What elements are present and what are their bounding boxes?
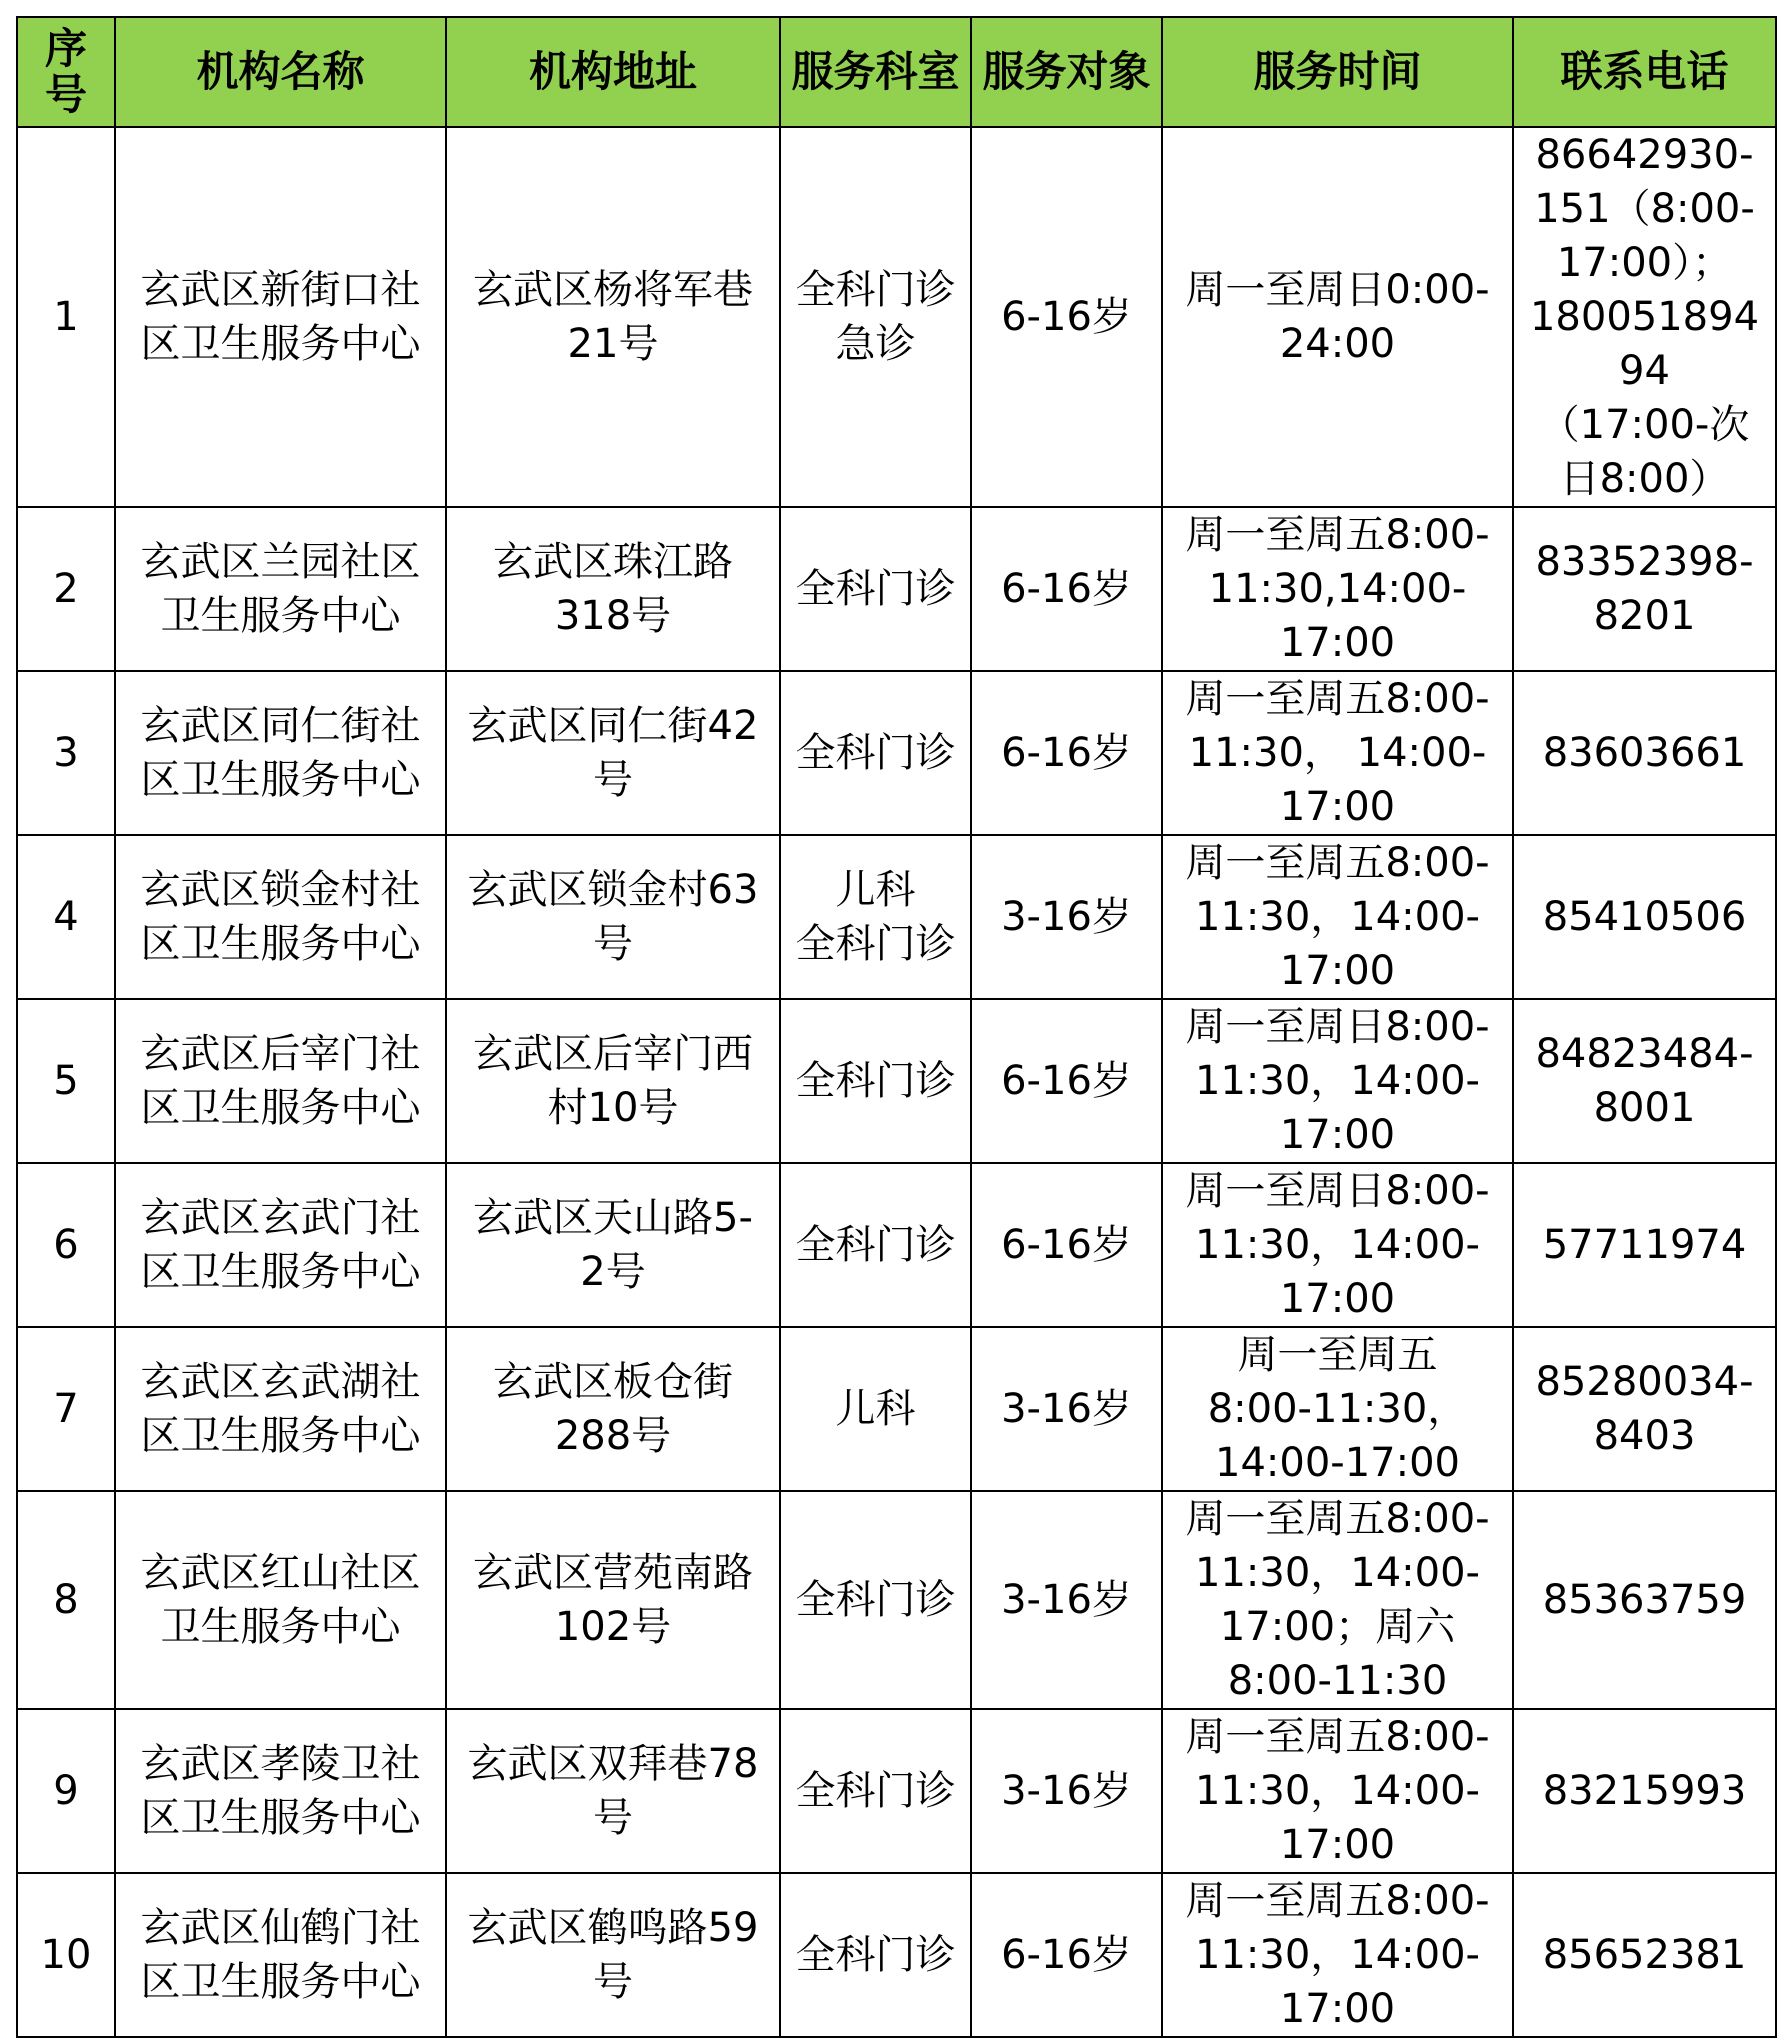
table-row <box>17 127 1776 507</box>
cell-dept: 儿科 <box>780 1327 971 1491</box>
cell-time: 周一至周五8:00- 11:30,14:00- 17:00 <box>1162 507 1513 671</box>
cell-no: 9 <box>17 1709 115 1873</box>
cell-address: 玄武区双拜巷78 号 <box>446 1709 780 1873</box>
cell-address: 玄武区营苑南路 102号 <box>446 1491 780 1709</box>
cell-no: 3 <box>17 671 115 835</box>
cell-phone: 85363759 <box>1513 1491 1776 1709</box>
cell-time: 周一至周日0:00- 24:00 <box>1162 127 1513 507</box>
cell-target: 3-16岁 <box>971 1327 1162 1491</box>
cell-phone: 83603661 <box>1513 671 1776 835</box>
cell-time: 周一至周日8:00- 11:30，14:00- 17:00 <box>1162 999 1513 1163</box>
table-row <box>17 1163 1776 1327</box>
cell-address: 玄武区鹤鸣路59 号 <box>446 1873 780 2037</box>
cell-time: 周一至周五8:00- 11:30，14:00- 17:00 <box>1162 1873 1513 2037</box>
cell-dept: 全科门诊 <box>780 507 971 671</box>
cell-target: 6-16岁 <box>971 507 1162 671</box>
table-row <box>17 1709 1776 1873</box>
cell-address: 玄武区同仁街42 号 <box>446 671 780 835</box>
cell-dept: 全科门诊 <box>780 999 971 1163</box>
header-address: 机构地址 <box>446 17 780 127</box>
cell-name: 玄武区后宰门社 区卫生服务中心 <box>115 999 446 1163</box>
cell-name: 玄武区同仁街社 区卫生服务中心 <box>115 671 446 835</box>
cell-dept: 全科门诊 <box>780 1709 971 1873</box>
cell-target: 3-16岁 <box>971 1709 1162 1873</box>
cell-no: 7 <box>17 1327 115 1491</box>
cell-name: 玄武区玄武湖社 区卫生服务中心 <box>115 1327 446 1491</box>
cell-address: 玄武区天山路5- 2号 <box>446 1163 780 1327</box>
cell-time: 周一至周五8:00- 11:30， 14:00- 17:00 <box>1162 671 1513 835</box>
cell-target: 6-16岁 <box>971 127 1162 507</box>
table-row <box>17 1327 1776 1491</box>
cell-phone: 83215993 <box>1513 1709 1776 1873</box>
cell-time: 周一至周五8:00- 11:30，14:00- 17:00 <box>1162 835 1513 999</box>
cell-no: 10 <box>17 1873 115 2037</box>
cell-phone: 84823484- 8001 <box>1513 999 1776 1163</box>
cell-dept: 儿科 全科门诊 <box>780 835 971 999</box>
header-dept: 服务科室 <box>780 17 971 127</box>
cell-address: 玄武区后宰门西 村10号 <box>446 999 780 1163</box>
cell-target: 6-16岁 <box>971 999 1162 1163</box>
table-row <box>17 507 1776 671</box>
header-no: 序 号 <box>17 17 115 127</box>
cell-target: 6-16岁 <box>971 671 1162 835</box>
header-time: 服务时间 <box>1162 17 1513 127</box>
cell-address: 玄武区锁金村63 号 <box>446 835 780 999</box>
cell-target: 6-16岁 <box>971 1163 1162 1327</box>
header-row <box>17 17 1776 127</box>
cell-dept: 全科门诊 <box>780 671 971 835</box>
cell-no: 6 <box>17 1163 115 1327</box>
cell-no: 5 <box>17 999 115 1163</box>
cell-name: 玄武区玄武门社 区卫生服务中心 <box>115 1163 446 1327</box>
cell-no: 8 <box>17 1491 115 1709</box>
cell-dept: 全科门诊 <box>780 1163 971 1327</box>
cell-name: 玄武区孝陵卫社 区卫生服务中心 <box>115 1709 446 1873</box>
cell-name: 玄武区兰园社区 卫生服务中心 <box>115 507 446 671</box>
cell-target: 3-16岁 <box>971 835 1162 999</box>
cell-dept: 全科门诊 急诊 <box>780 127 971 507</box>
cell-address: 玄武区板仓街 288号 <box>446 1327 780 1491</box>
table-row <box>17 835 1776 999</box>
cell-target: 3-16岁 <box>971 1491 1162 1709</box>
cell-name: 玄武区锁金村社 区卫生服务中心 <box>115 835 446 999</box>
table-row <box>17 671 1776 835</box>
cell-time: 周一至周日8:00- 11:30，14:00- 17:00 <box>1162 1163 1513 1327</box>
cell-no: 4 <box>17 835 115 999</box>
table-row <box>17 1491 1776 1709</box>
table-row <box>17 1873 1776 2037</box>
cell-address: 玄武区珠江路 318号 <box>446 507 780 671</box>
cell-phone: 86642930- 151（8:00- 17:00）； 18005189494 （17:00-次 日8:00） <box>1513 127 1776 507</box>
cell-time: 周一至周五8:00- 11:30，14:00- 17:00；周六 8:00-11:30 <box>1162 1491 1513 1709</box>
cell-dept: 全科门诊 <box>780 1491 971 1709</box>
cell-target: 6-16岁 <box>971 1873 1162 2037</box>
clinic-table <box>16 16 1777 2038</box>
cell-name: 玄武区仙鹤门社 区卫生服务中心 <box>115 1873 446 2037</box>
cell-name: 玄武区红山社区 卫生服务中心 <box>115 1491 446 1709</box>
cell-no: 2 <box>17 507 115 671</box>
cell-dept: 全科门诊 <box>780 1873 971 2037</box>
cell-time: 周一至周五8:00- 11:30，14:00- 17:00 <box>1162 1709 1513 1873</box>
table-row <box>17 999 1776 1163</box>
header-name: 机构名称 <box>115 17 446 127</box>
cell-phone: 85652381 <box>1513 1873 1776 2037</box>
cell-address: 玄武区杨将军巷 21号 <box>446 127 780 507</box>
cell-no: 1 <box>17 127 115 507</box>
cell-phone: 85280034- 8403 <box>1513 1327 1776 1491</box>
cell-phone: 85410506 <box>1513 835 1776 999</box>
cell-name: 玄武区新街口社 区卫生服务中心 <box>115 127 446 507</box>
header-target: 服务对象 <box>971 17 1162 127</box>
cell-phone: 83352398- 8201 <box>1513 507 1776 671</box>
cell-phone: 57711974 <box>1513 1163 1776 1327</box>
cell-time: 周一至周五 8:00-11:30， 14:00-17:00 <box>1162 1327 1513 1491</box>
header-phone: 联系电话 <box>1513 17 1776 127</box>
